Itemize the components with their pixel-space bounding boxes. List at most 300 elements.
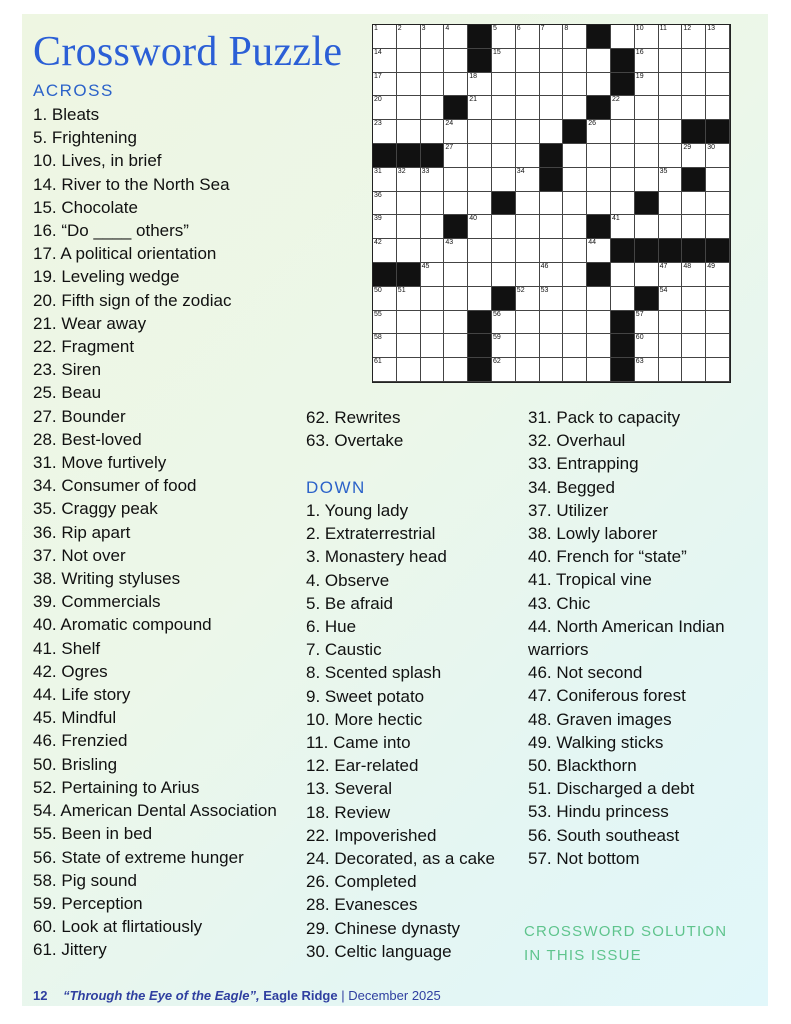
grid-cell[interactable] [682,73,706,97]
grid-cell[interactable] [563,334,587,358]
grid-cell[interactable] [706,73,730,97]
grid-cell[interactable] [444,144,468,168]
grid-cell[interactable] [540,96,564,120]
grid-cell[interactable] [492,120,516,144]
grid-cell[interactable] [397,287,421,311]
grid-block [635,239,659,263]
across-clue: 52. Pertaining to Arius [33,777,200,797]
grid-cell[interactable] [635,96,659,120]
grid-cell[interactable] [516,215,540,239]
grid-cell[interactable] [587,239,611,263]
grid-cell[interactable] [468,120,492,144]
grid-cell[interactable] [635,215,659,239]
grid-block [468,25,492,49]
grid-cell[interactable] [444,73,468,97]
across-clue: 16. “Do ____ others” [33,221,189,241]
grid-cell[interactable] [587,192,611,216]
cell-number: 2 [397,25,402,32]
grid-cell[interactable] [540,311,564,335]
grid-cell[interactable] [659,25,683,49]
across-clue: 21. Wear away [33,313,147,333]
down-clue: 38. Lowly laborer [528,524,658,544]
grid-cell[interactable] [659,73,683,97]
down-clue: 9. Sweet potato [306,686,425,706]
across-clue: 62. Rewrites [306,408,401,427]
down-clue: 56. South southeast [528,825,680,845]
grid-block [682,239,706,263]
grid-cell[interactable] [373,287,397,311]
grid-cell[interactable] [516,120,540,144]
grid-cell[interactable] [397,311,421,335]
grid-cell[interactable] [540,334,564,358]
grid-cell[interactable] [611,192,635,216]
grid-cell[interactable] [682,311,706,335]
cell-number: 47 [659,262,668,270]
grid-block [659,239,683,263]
grid-cell[interactable] [563,49,587,73]
down-clue: 43. Chic [528,593,591,613]
grid-cell[interactable] [682,192,706,216]
grid-cell[interactable] [563,96,587,120]
across-clue: 28. Best-loved [33,429,142,449]
grid-cell[interactable] [635,120,659,144]
cell-number: 50 [374,286,382,294]
grid-cell[interactable] [516,239,540,263]
grid-cell[interactable] [563,263,587,287]
grid-cell[interactable] [397,215,421,239]
grid-cell[interactable] [421,120,445,144]
grid-block [397,263,421,287]
grid-cell[interactable] [540,73,564,97]
grid-cell[interactable] [682,25,706,49]
grid-cell[interactable] [421,73,445,97]
across-clue: 39. Commercials [33,592,161,612]
grid-cell[interactable] [635,25,659,49]
grid-block [682,120,706,144]
grid-cell[interactable] [611,287,635,311]
grid-cell[interactable] [540,192,564,216]
across-clue: 17. A political orientation [33,244,217,264]
down-clue: 10. More hectic [306,709,423,729]
across-clue: 34. Consumer of food [33,476,197,496]
grid-block [492,287,516,311]
across-clue: 35. Craggy peak [33,499,158,519]
grid-cell[interactable] [468,192,492,216]
grid-cell[interactable] [682,49,706,73]
grid-block [492,192,516,216]
down-clue: 50. Blackthorn [528,756,637,776]
across-clue: 1. Bleats [33,105,100,124]
down-clue: 53. Hindu princess [528,802,669,822]
grid-cell[interactable] [373,25,397,49]
down-clue: 31. Pack to capacity [528,408,681,427]
footer-separator: | [341,988,345,1003]
down-clue: 57. Not bottom [528,848,640,868]
grid-cell[interactable] [397,120,421,144]
across-clue: 38. Writing styluses [33,569,181,589]
grid-cell[interactable] [468,287,492,311]
grid-cell[interactable] [611,25,635,49]
grid-cell[interactable] [421,168,445,192]
grid-cell[interactable] [492,358,516,382]
grid-cell[interactable] [635,168,659,192]
down-clue: 4. Observe [306,570,390,590]
grid-cell[interactable] [373,49,397,73]
page-number: 12 [33,988,48,1003]
grid-cell[interactable] [611,263,635,287]
grid-cell[interactable] [563,239,587,263]
grid-block [444,215,468,239]
down-clue: 22. Impoverished [306,825,437,845]
across-clue: 10. Lives, in brief [33,151,162,171]
grid-cell[interactable] [492,49,516,73]
grid-cell[interactable] [444,358,468,382]
down-clue: 48. Graven images [528,709,672,729]
cell-number: 19 [635,72,644,80]
cell-number: 14 [374,48,382,56]
grid-cell[interactable] [587,287,611,311]
grid-cell[interactable] [563,168,587,192]
cell-number: 39 [374,215,382,223]
grid-cell[interactable] [706,25,730,49]
grid-cell[interactable] [659,287,683,311]
grid-cell[interactable] [397,25,421,49]
grid-cell[interactable] [540,358,564,382]
grid-cell[interactable] [373,334,397,358]
grid-cell[interactable] [421,358,445,382]
grid-cell[interactable] [492,96,516,120]
cell-number: 8 [564,25,569,32]
grid-cell[interactable] [635,334,659,358]
grid-cell[interactable] [444,287,468,311]
grid-cell[interactable] [611,168,635,192]
grid-cell[interactable] [540,263,564,287]
down-clue: 5. Be afraid [306,593,393,613]
grid-cell[interactable] [492,215,516,239]
cell-number: 46 [540,262,549,270]
grid-cell[interactable] [611,120,635,144]
grid-cell[interactable] [682,96,706,120]
grid-cell[interactable] [563,311,587,335]
grid-cell[interactable] [682,215,706,239]
grid-block [587,263,611,287]
grid-cell[interactable] [444,311,468,335]
across-clue: 37. Not over [33,545,126,565]
grid-cell[interactable] [516,49,540,73]
grid-cell[interactable] [516,287,540,311]
grid-cell[interactable] [635,358,659,382]
across-clues-column-1 [33,103,277,962]
grid-cell[interactable] [540,287,564,311]
crossword-grid[interactable] [372,24,731,383]
grid-cell[interactable] [444,168,468,192]
grid-cell[interactable] [373,358,397,382]
grid-cell[interactable] [540,49,564,73]
grid-cell[interactable] [706,263,730,287]
grid-cell[interactable] [397,192,421,216]
grid-cell[interactable] [706,215,730,239]
across-clue: 25. Beau [33,383,102,403]
grid-cell[interactable] [492,263,516,287]
grid-cell[interactable] [635,49,659,73]
down-clue: 28. Evanesces [306,895,418,915]
grid-cell[interactable] [397,358,421,382]
cell-number: 33 [421,167,430,175]
grid-block [444,96,468,120]
organization-name: Eagle Ridge [263,988,338,1003]
across-clue: 40. Aromatic compound [33,615,212,635]
grid-cell[interactable] [563,358,587,382]
grid-cell[interactable] [706,144,730,168]
across-clue: 31. Move furtively [33,453,167,473]
cell-number: 23 [374,120,382,128]
grid-cell[interactable] [373,168,397,192]
grid-cell[interactable] [563,215,587,239]
cell-number: 57 [635,310,644,318]
grid-cell[interactable] [492,334,516,358]
grid-cell[interactable] [587,73,611,97]
grid-cell[interactable] [540,25,564,49]
grid-cell[interactable] [468,96,492,120]
cell-number: 5 [492,25,497,32]
grid-cell[interactable] [659,215,683,239]
grid-cell[interactable] [421,239,445,263]
down-clue: 37. Utilizer [528,500,609,520]
down-clue: 44. North American Indian warriors [528,616,725,660]
down-clue: 26. Completed [306,872,417,892]
grid-cell[interactable] [659,311,683,335]
grid-cell[interactable] [587,334,611,358]
grid-cell[interactable] [373,311,397,335]
grid-cell[interactable] [516,311,540,335]
grid-cell[interactable] [563,25,587,49]
down-clue: 46. Not second [528,663,643,683]
grid-cell[interactable] [444,192,468,216]
down-clue: 24. Decorated, as a cake [306,849,496,869]
across-clue: 41. Shelf [33,638,101,658]
grid-cell[interactable] [587,120,611,144]
grid-cell[interactable] [492,25,516,49]
cell-number: 35 [659,167,668,175]
across-clues-column-2 [306,406,403,452]
grid-cell[interactable] [421,311,445,335]
grid-cell[interactable] [587,311,611,335]
cell-number: 31 [374,167,382,175]
grid-cell[interactable] [540,215,564,239]
grid-cell[interactable] [373,73,397,97]
grid-cell[interactable] [492,239,516,263]
grid-cell[interactable] [516,168,540,192]
cell-number: 51 [397,286,406,294]
cell-number: 53 [540,286,549,294]
grid-block [706,120,730,144]
grid-cell[interactable] [421,287,445,311]
page-title: Crossword Puzzle [33,29,343,75]
grid-cell[interactable] [468,215,492,239]
grid-cell[interactable] [659,358,683,382]
page-footer [33,988,441,1003]
magazine-name: “Through the Eye of the Eagle”, [63,988,260,1003]
grid-cell[interactable] [659,263,683,287]
cell-number: 40 [469,215,477,223]
grid-cell[interactable] [421,263,445,287]
grid-block [611,49,635,73]
grid-cell[interactable] [682,144,706,168]
grid-cell[interactable] [516,25,540,49]
grid-cell[interactable] [397,168,421,192]
grid-cell[interactable] [587,168,611,192]
cell-number: 36 [374,191,382,199]
cell-number: 60 [635,334,644,342]
grid-cell[interactable] [563,73,587,97]
grid-cell[interactable] [682,358,706,382]
cell-number: 43 [445,239,454,247]
cell-number: 10 [635,25,644,32]
cell-number: 56 [492,310,501,318]
grid-cell[interactable] [516,263,540,287]
cell-number: 54 [659,286,668,294]
grid-cell[interactable] [492,144,516,168]
down-clue: 40. French for “state” [528,547,687,567]
across-clue: 60. Look at flirtatiously [33,917,203,937]
grid-cell[interactable] [373,96,397,120]
down-clue: 12. Ear-related [306,756,419,776]
grid-cell[interactable] [563,192,587,216]
grid-cell[interactable] [468,144,492,168]
grid-cell[interactable] [682,263,706,287]
cell-number: 62 [492,358,501,366]
cell-number: 34 [516,167,525,175]
cell-number: 63 [635,358,644,366]
grid-cell[interactable] [421,96,445,120]
grid-cell[interactable] [468,168,492,192]
grid-cell[interactable] [468,263,492,287]
grid-block [421,144,445,168]
grid-block [373,263,397,287]
across-clue: 44. Life story [33,685,131,705]
grid-cell[interactable] [492,168,516,192]
grid-cell[interactable] [587,49,611,73]
grid-cell[interactable] [563,287,587,311]
down-clue: 18. Review [306,802,391,822]
cell-number: 7 [540,25,545,32]
grid-cell[interactable] [492,73,516,97]
grid-block [373,144,397,168]
grid-cell[interactable] [421,334,445,358]
grid-cell[interactable] [444,120,468,144]
grid-cell[interactable] [516,334,540,358]
grid-cell[interactable] [516,96,540,120]
across-clue: 50. Brisling [33,754,118,774]
grid-cell[interactable] [706,49,730,73]
grid-cell[interactable] [444,263,468,287]
cell-number: 24 [445,120,454,128]
grid-cell[interactable] [659,192,683,216]
down-clue: 32. Overhaul [528,431,626,451]
grid-cell[interactable] [397,239,421,263]
grid-cell[interactable] [706,358,730,382]
grid-cell[interactable] [373,192,397,216]
grid-block [635,192,659,216]
grid-cell[interactable] [397,49,421,73]
grid-cell[interactable] [421,49,445,73]
grid-cell[interactable] [397,334,421,358]
solution-note: CROSSWORD SOLUTION IN THIS ISSUE [524,923,728,964]
grid-cell[interactable] [635,263,659,287]
grid-cell[interactable] [444,25,468,49]
grid-block [540,168,564,192]
grid-block [706,239,730,263]
grid-cell[interactable] [421,25,445,49]
grid-cell[interactable] [516,144,540,168]
cell-number: 49 [707,262,715,270]
grid-cell[interactable] [706,311,730,335]
grid-cell[interactable] [563,144,587,168]
grid-cell[interactable] [468,73,492,97]
grid-cell[interactable] [444,334,468,358]
grid-cell[interactable] [659,144,683,168]
grid-cell[interactable] [421,192,445,216]
grid-cell[interactable] [635,144,659,168]
grid-cell[interactable] [516,192,540,216]
grid-cell[interactable] [682,334,706,358]
grid-cell[interactable] [373,215,397,239]
grid-cell[interactable] [706,168,730,192]
grid-cell[interactable] [706,287,730,311]
grid-cell[interactable] [659,334,683,358]
grid-cell[interactable] [397,73,421,97]
across-clue: 36. Rip apart [33,522,131,542]
grid-cell[interactable] [540,120,564,144]
grid-cell[interactable] [373,239,397,263]
grid-cell[interactable] [611,144,635,168]
grid-cell[interactable] [516,73,540,97]
grid-cell[interactable] [659,120,683,144]
cell-number: 21 [469,96,477,104]
grid-cell[interactable] [397,96,421,120]
grid-cell[interactable] [611,215,635,239]
grid-cell[interactable] [421,215,445,239]
grid-cell[interactable] [659,168,683,192]
grid-cell[interactable] [706,192,730,216]
cell-number: 29 [683,143,692,151]
grid-cell[interactable] [373,120,397,144]
grid-block [682,168,706,192]
grid-cell[interactable] [635,311,659,335]
cell-number: 12 [683,25,692,32]
cell-number: 4 [445,25,450,32]
grid-cell[interactable] [444,49,468,73]
grid-cell[interactable] [659,49,683,73]
grid-cell[interactable] [682,287,706,311]
grid-cell[interactable] [540,239,564,263]
grid-cell[interactable] [516,358,540,382]
down-clue: 30. Celtic language [306,941,452,961]
grid-cell[interactable] [611,96,635,120]
grid-cell[interactable] [444,239,468,263]
grid-cell[interactable] [659,96,683,120]
grid-cell[interactable] [706,96,730,120]
grid-cell[interactable] [468,239,492,263]
across-clue: 58. Pig sound [33,870,137,890]
grid-cell[interactable] [635,73,659,97]
cell-number: 52 [516,286,525,294]
grid-cell[interactable] [587,358,611,382]
grid-cell[interactable] [492,311,516,335]
grid-cell[interactable] [587,144,611,168]
grid-cell[interactable] [706,334,730,358]
grid-block [587,96,611,120]
